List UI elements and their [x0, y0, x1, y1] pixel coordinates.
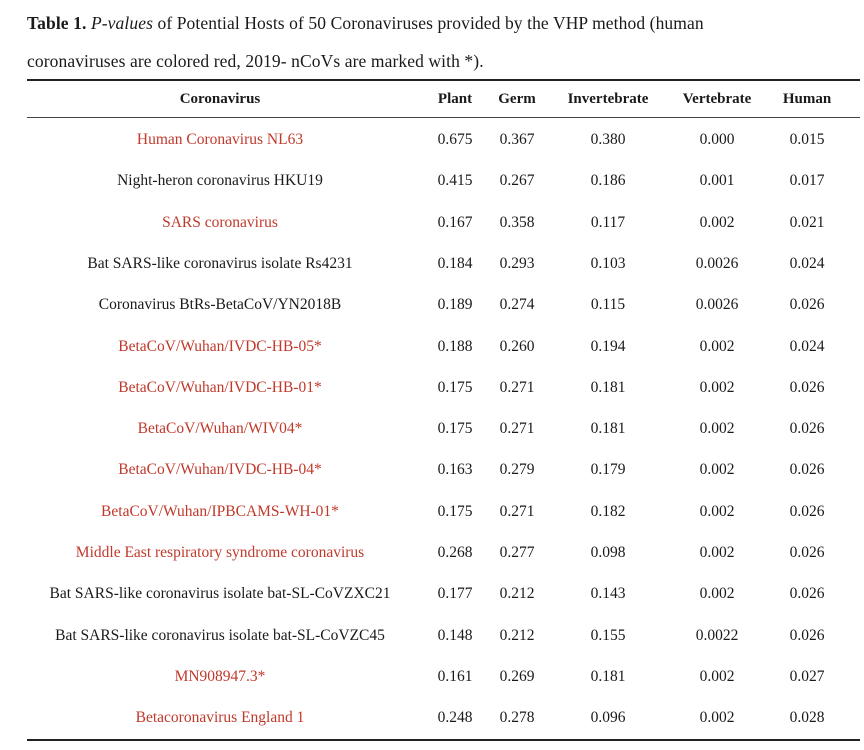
cell-plant: 0.163: [437, 461, 473, 479]
cell-vertebrate: 0.002: [699, 337, 735, 355]
cell-vertebrate: 0.002: [699, 502, 735, 520]
caption-line1-rest: of Potential Hosts of 50 Coronaviruses provided by the VHP method (human: [153, 13, 704, 33]
cell-invertebrate: 0.103: [590, 254, 626, 272]
table-header-rule: [27, 117, 860, 118]
cell-invertebrate: 0.143: [590, 585, 626, 603]
cell-coronavirus: BetaCoV/Wuhan/WIV04*: [137, 420, 303, 438]
cell-coronavirus: Middle East respiratory syndrome coronavirus: [75, 544, 365, 561]
cell-germ: 0.274: [499, 296, 535, 314]
cell-germ: 0.277: [499, 544, 535, 561]
cell-human: 0.026: [789, 585, 825, 603]
cell-germ: 0.260: [499, 337, 535, 355]
cell-invertebrate: 0.098: [590, 544, 626, 561]
cell-vertebrate: 0.000: [699, 131, 735, 148]
cell-germ: 0.271: [499, 420, 535, 438]
cell-coronavirus: Coronavirus BtRs-BetaCoV/YN2018B: [98, 296, 342, 314]
cell-human: 0.026: [789, 461, 825, 479]
table-header-row: [0, 81, 864, 122]
caption-line-1: [27, 4, 857, 42]
table-caption: [27, 4, 857, 80]
cell-invertebrate: 0.115: [590, 296, 626, 314]
cell-vertebrate: 0.002: [699, 667, 735, 685]
table-row: [0, 284, 864, 325]
table-row: [0, 408, 864, 449]
caption-line-2: coronaviruses are colored red, 2019- nCoVs are marked with *).: [27, 51, 484, 71]
cell-plant: 0.148: [437, 626, 473, 644]
cell-plant: 0.175: [437, 420, 473, 438]
cell-plant: 0.189: [437, 296, 473, 314]
cell-plant: 0.184: [437, 254, 473, 272]
cell-human: 0.026: [789, 378, 825, 396]
cell-human: 0.027: [789, 667, 825, 685]
table-row: [0, 573, 864, 614]
cell-germ: 0.212: [499, 626, 535, 644]
cell-germ: 0.212: [499, 585, 535, 603]
cell-vertebrate: 0.0022: [695, 626, 739, 644]
cell-invertebrate: 0.194: [590, 337, 626, 355]
cell-invertebrate: 0.117: [590, 213, 626, 231]
cell-vertebrate: 0.002: [699, 420, 735, 438]
cell-vertebrate: 0.002: [699, 213, 735, 231]
cell-human: 0.015: [789, 131, 825, 148]
table-row: [0, 202, 864, 243]
cell-germ: 0.269: [499, 667, 535, 685]
cell-germ: 0.271: [499, 502, 535, 520]
cell-human: 0.026: [789, 544, 825, 561]
table-row: [0, 243, 864, 284]
cell-coronavirus: Betacoronavirus England 1: [135, 709, 305, 727]
cell-plant: 0.161: [437, 667, 473, 685]
table-row: [0, 119, 864, 160]
cell-vertebrate: 0.001: [699, 172, 735, 190]
cell-vertebrate: 0.0026: [695, 296, 739, 314]
cell-vertebrate: 0.002: [699, 544, 735, 561]
cell-invertebrate: 0.181: [590, 667, 626, 685]
cell-coronavirus: BetaCoV/Wuhan/IVDC-HB-01*: [118, 378, 322, 396]
table-row: [0, 656, 864, 697]
caption-label: Table 1.: [27, 13, 87, 33]
table-bottom-rule: [27, 739, 860, 741]
cell-invertebrate: 0.181: [590, 378, 626, 396]
cell-coronavirus: Human Coronavirus NL63: [136, 131, 304, 148]
header-plant: Plant: [437, 91, 473, 107]
caption-italic: P-values: [90, 13, 153, 33]
cell-coronavirus: SARS coronavirus: [162, 213, 278, 231]
cell-plant: 0.167: [437, 213, 473, 231]
cell-human: 0.017: [789, 172, 825, 190]
table-row: [0, 326, 864, 367]
cell-invertebrate: 0.186: [590, 172, 626, 190]
table-row: [0, 449, 864, 490]
cell-coronavirus: Bat SARS-like coronavirus isolate bat-SL-CoVZC45: [55, 626, 385, 644]
cell-human: 0.026: [789, 420, 825, 438]
header-invertebrate: Invertebrate: [567, 91, 649, 107]
cell-human: 0.026: [789, 502, 825, 520]
table-row: [0, 367, 864, 408]
cell-coronavirus: BetaCoV/Wuhan/IVDC-HB-04*: [118, 461, 322, 479]
cell-human: 0.021: [789, 213, 825, 231]
cell-coronavirus: MN908947.3*: [174, 667, 266, 685]
cell-germ: 0.271: [499, 378, 535, 396]
table-row: [0, 615, 864, 656]
cell-invertebrate: 0.179: [590, 461, 626, 479]
cell-invertebrate: 0.155: [590, 626, 626, 644]
cell-coronavirus: Bat SARS-like coronavirus isolate bat-SL-CoVZXC21: [49, 585, 391, 603]
cell-plant: 0.268: [437, 544, 473, 561]
header-vertebrate: Vertebrate: [682, 91, 752, 107]
table-row: [0, 160, 864, 201]
table-row: [0, 491, 864, 532]
cell-plant: 0.415: [437, 172, 473, 190]
cell-germ: 0.358: [499, 213, 535, 231]
cell-coronavirus: BetaCoV/Wuhan/IPBCAMS-WH-01*: [101, 502, 339, 520]
cell-human: 0.026: [789, 296, 825, 314]
cell-human: 0.026: [789, 626, 825, 644]
cell-invertebrate: 0.182: [590, 502, 626, 520]
cell-plant: 0.175: [437, 502, 473, 520]
cell-vertebrate: 0.002: [699, 709, 735, 727]
cell-plant: 0.175: [437, 378, 473, 396]
cell-germ: 0.278: [499, 709, 535, 727]
cell-plant: 0.248: [437, 709, 473, 727]
cell-human: 0.028: [789, 709, 825, 727]
cell-vertebrate: 0.002: [699, 585, 735, 603]
cell-human: 0.024: [789, 337, 825, 355]
cell-germ: 0.267: [499, 172, 535, 190]
cell-vertebrate: 0.002: [699, 461, 735, 479]
cell-germ: 0.293: [499, 254, 535, 272]
cell-germ: 0.279: [499, 461, 535, 479]
cell-coronavirus: Bat SARS-like coronavirus isolate Rs4231: [87, 254, 353, 272]
cell-human: 0.024: [789, 254, 825, 272]
header-coronavirus: Coronavirus: [179, 91, 261, 107]
cell-invertebrate: 0.380: [590, 131, 626, 148]
cell-plant: 0.188: [437, 337, 473, 355]
table-row: [0, 532, 864, 573]
cell-plant: 0.177: [437, 585, 473, 603]
header-germ: Germ: [498, 91, 536, 107]
cell-plant: 0.675: [437, 131, 473, 148]
cell-coronavirus: BetaCoV/Wuhan/IVDC-HB-05*: [118, 337, 322, 355]
table-row: [0, 697, 864, 738]
cell-coronavirus: Night-heron coronavirus HKU19: [117, 172, 323, 190]
cell-germ: 0.367: [499, 131, 535, 148]
cell-invertebrate: 0.181: [590, 420, 626, 438]
header-human: Human: [782, 91, 832, 107]
cell-vertebrate: 0.002: [699, 378, 735, 396]
cell-invertebrate: 0.096: [590, 709, 626, 727]
cell-vertebrate: 0.0026: [695, 254, 739, 272]
